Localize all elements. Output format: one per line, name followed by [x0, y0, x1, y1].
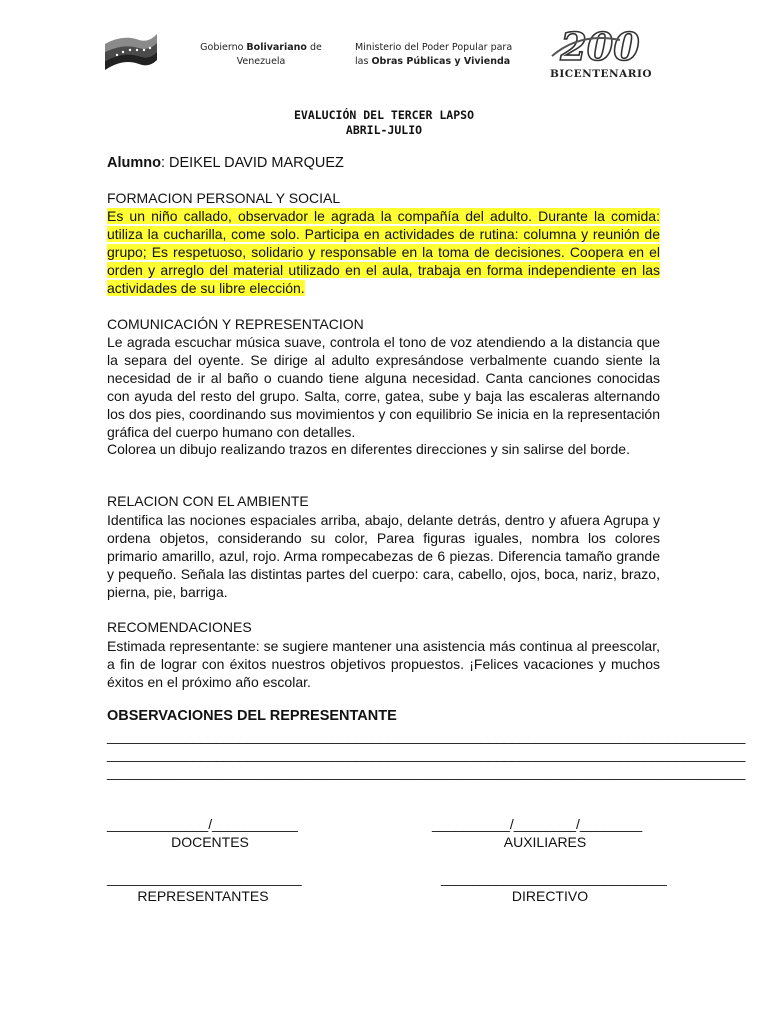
docentes-label: DOCENTES — [171, 834, 249, 850]
representantes-label: REPRESENTANTES — [137, 888, 269, 904]
observaciones-line-3: __________________________________________________________________________________ — [107, 764, 746, 780]
evaluation-title: EVALUCIÓN DEL TERCER LAPSO — [293, 108, 474, 122]
government-name: Gobierno Bolivariano de Venezuela — [200, 42, 322, 67]
venezuela-flag-icon — [103, 30, 159, 76]
representantes-signature-line: _________________________ — [107, 870, 302, 886]
formacion-text: Es un niño callado, observador le agrada la compañía del adulto. Durante la comida: utiliza la cucharilla, come solo. Participa en actividades de rutina: columna y reunión de grupo; Es respetuoso, solidario y responsable en la toma de decisiones. Coopera en el orden y arreglo del material utilizado en el aula, trabaja en forma independiente en las actividades de su libre elección. — [107, 208, 660, 296]
student-name: : DEIKEL DAVID MARQUEZ — [160, 155, 344, 171]
observaciones-line-1: __________________________________________________________________________________ — [107, 728, 746, 744]
comunicacion-paragraph: Le agrada escuchar música suave, controla el tono de voz atendiendo a la distancia que la separa del oyente. Se dirige al adulto expresándose verbalmente cuando siente la necesidad de ir al baño o cuando tiene alguna necesidad. Canta canciones conocidas con ayuda del resto del grupo. Salta, corre, gatea, sube y baja las escaleras alternando los dos pies, coordinando sus movimientos y con equilibrio Se inicia en la representación gráfica del cuerpo humano con detalles. — [107, 334, 660, 440]
section-heading-formacion: FORMACION PERSONAL Y SOCIAL — [107, 190, 341, 206]
section-heading-recomendaciones: RECOMENDACIONES — [107, 619, 252, 635]
comunicacion-paragraph-2: Colorea un dibujo realizando trazos en diferentes direcciones y sin salirse del borde. — [107, 441, 630, 457]
relacion-paragraph: Identifica las nociones espaciales arriba, abajo, delante detrás, dentro y afuera Agrupa y ordena objetos, considerando su color, Parea figuras iguales, nombra los colores primario amarillo, azul, rojo. Arma rompecabezas de 6 piezas. Diferencia tamaño grande y pequeño. Señala las distintas partes del cuerpo: cara, cabello, ojos, boca, nariz, brazo, pierna, pie, barriga. — [107, 512, 660, 600]
directivo-signature-line: _____________________________ — [441, 870, 667, 886]
bicentenario-text: BICENTENARIO — [549, 68, 653, 80]
ministry-name: Ministerio del Poder Popular para las Obras Públicas y Vivienda — [355, 42, 513, 67]
bicentenario-number: 200 — [560, 24, 640, 69]
docentes-signature-line: _____________/___________ — [107, 816, 298, 832]
directivo-label: DIRECTIVO — [511, 888, 589, 904]
section-heading-observaciones: OBSERVACIONES DEL REPRESENTANTE — [107, 708, 397, 724]
evaluation-period: ABRIL-JULIO — [345, 123, 423, 137]
observaciones-line-2: __________________________________________________________________________________ — [107, 746, 746, 762]
student-line — [107, 154, 344, 172]
student-label: Alumno — [107, 155, 161, 171]
auxiliares-label: AUXILIARES — [503, 834, 587, 850]
bicentenario-logo — [540, 26, 662, 82]
section-heading-relacion: RELACION CON EL AMBIENTE — [107, 493, 309, 509]
auxiliares-signature-line: __________/________/________ — [432, 816, 643, 832]
recomendaciones-paragraph: Estimada representante: se sugiere mantener una asistencia más continua al preescolar, a fin de lograr con éxitos nuestros objetivos propuestos. ¡Felices vacaciones y muchos éxitos en el próximo año escolar. — [107, 638, 660, 690]
formacion-paragraph — [107, 207, 660, 297]
section-heading-comunicacion: COMUNICACIÓN Y REPRESENTACION — [107, 316, 364, 332]
